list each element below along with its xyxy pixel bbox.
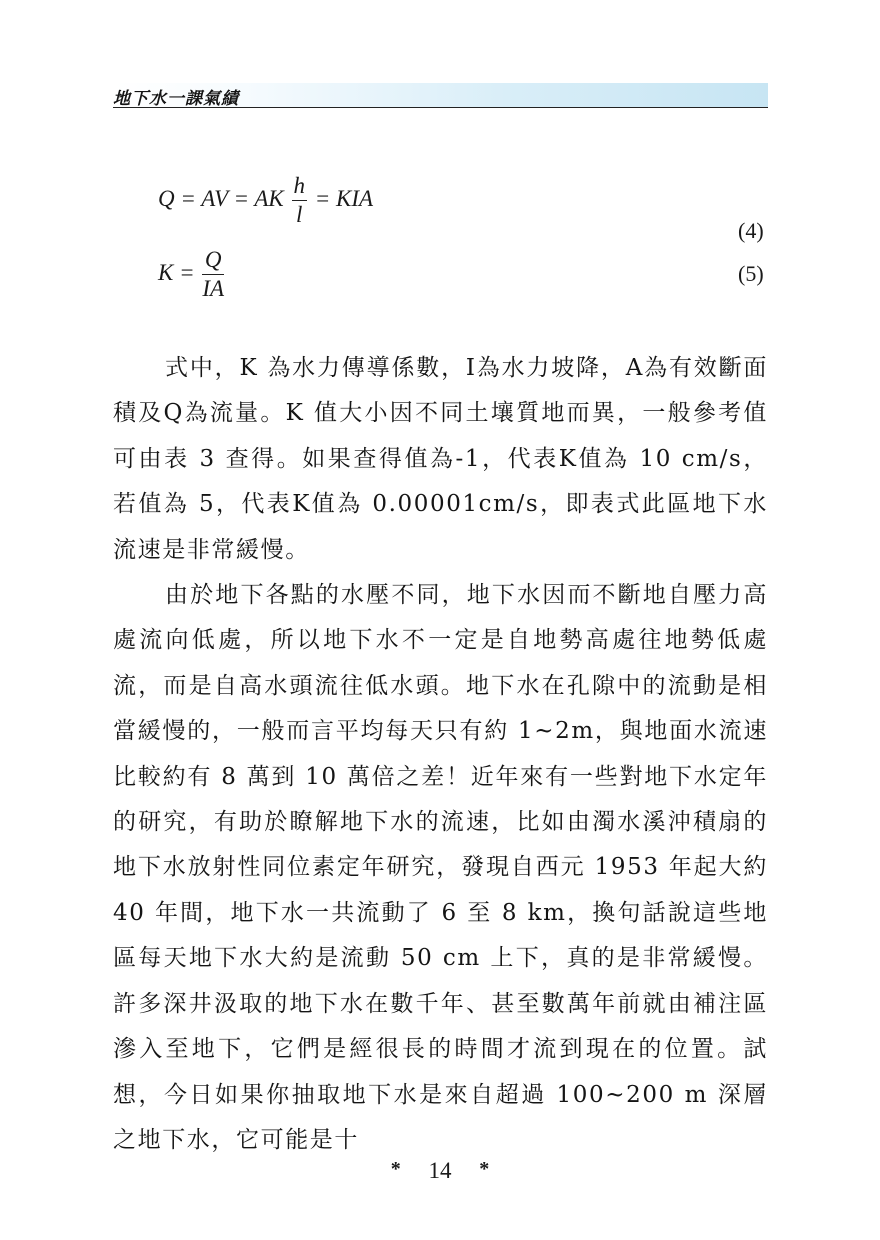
equation-5 [158, 246, 226, 303]
header-title: 地下水一課氣績 [113, 89, 239, 109]
equation-4 [158, 172, 373, 229]
equation-4-fraction [292, 172, 308, 229]
equation-5-numerator: Q [202, 246, 224, 275]
page-footer [0, 1158, 880, 1184]
footer-star-left: * [390, 1158, 401, 1180]
footer-star-right: * [479, 1158, 490, 1180]
equation-5-number: (5) [738, 261, 764, 286]
header-rule [113, 107, 768, 108]
equation-5-denominator: IA [202, 276, 225, 301]
page-number: 14 [428, 1158, 452, 1183]
body-text [113, 346, 768, 1163]
equation-4-rhs: = KIA [314, 185, 374, 211]
equation-4-denominator: l [296, 202, 303, 227]
paragraph-2: 由於地下各點的水壓不同，地下水因而不斷地自壓力高處流向低處，所以地下水不一定是自地勢高處往地勢低處流，而是自高水頭流往低水頭。地下水在孔隙中的流動是相當緩慢的，一般而言平均每天只有約 1~2m，與地面水流速比較約有 8 萬到 10 萬倍之差！近年來有一些對地下水定年的研究，有助於瞭解地下水的流速，比如由濁水溪沖積扇的地下水放射性同位素定年研究，發現自西元 1953 年起大約 40 年間，地下水一共流動了 6 至 8 km，換句話說這些地區每天地下水大約是流動 50 cm 上下，真的是非常緩慢。許多深井汲取的地下水在數千年、甚至數萬年前就由補注區滲入至地下，它們是經很長的時間才流到現在的位置。試想，今日如果你抽取地下水是來自超過 100~200 m 深層之地下水，它可能是十 [113, 582, 768, 1153]
running-header [113, 83, 768, 107]
equation-5-lhs: K = [158, 259, 195, 285]
equation-4-numerator: h [292, 172, 308, 201]
paragraph-1: 式中，K 為水力傳導係數，I為水力坡降，A為有效斷面積及Q為流量。K 值大小因不同土壤質地而異，一般參考值可由表 3 查得。如果查得值為-1，代表K值為 10 cm/s，若值為 5，代表K值為 0.00001cm/s，即表式此區地下水流速是非常緩慢。 [113, 355, 768, 563]
equation-4-number: (4) [738, 218, 764, 243]
equation-5-fraction [202, 246, 224, 303]
equation-4-lhs: Q = AV = AK [158, 185, 284, 211]
